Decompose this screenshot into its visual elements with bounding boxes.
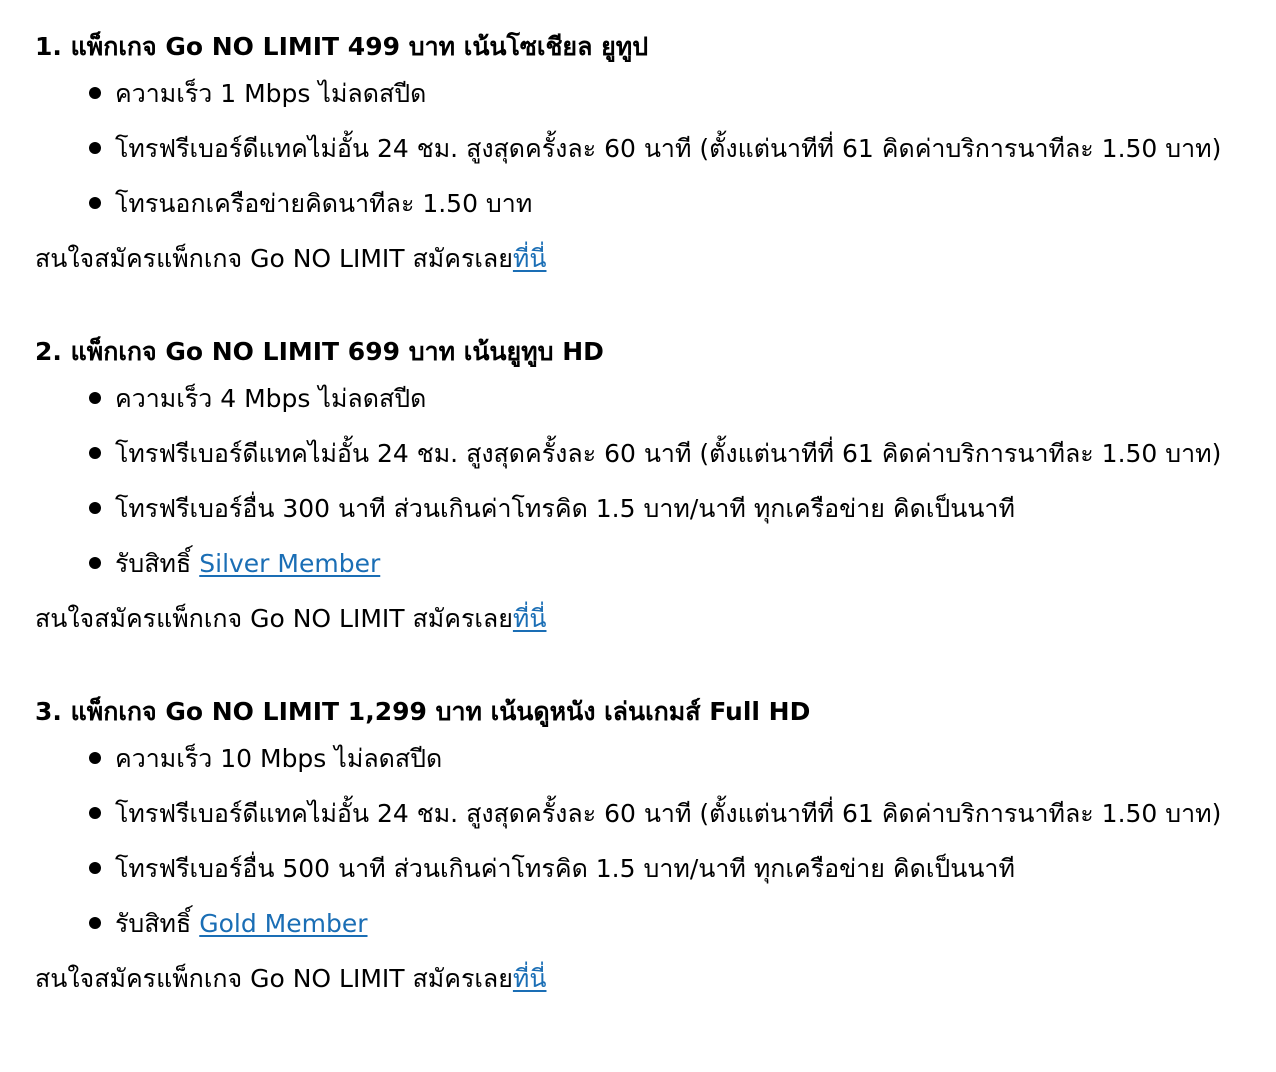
feature-list xyxy=(35,731,1276,951)
signup-line xyxy=(35,231,1276,286)
signup-text: สนใจสมัครแพ็กเกจ Go NO LIMIT สมัครเลย xyxy=(35,604,513,633)
member-prefix: รับสิทธิ์ xyxy=(115,909,200,938)
feature-item-speed: ความเร็ว 1 Mbps ไม่ลดสปีด xyxy=(35,66,1276,121)
package-heading: 1. แพ็กเกจ Go NO LIMIT 499 บาท เน้นโซเชียล ยูทูป xyxy=(35,32,649,61)
silver-member-link[interactable]: Silver Member xyxy=(199,549,381,578)
signup-line xyxy=(35,591,1276,646)
signup-link[interactable]: ที่นี่ xyxy=(512,604,547,633)
member-prefix: รับสิทธิ์ xyxy=(115,549,200,578)
feature-item-speed: ความเร็ว 4 Mbps ไม่ลดสปีด xyxy=(35,371,1276,426)
feature-item-member xyxy=(35,896,1276,951)
package-699 xyxy=(35,333,1276,646)
feature-item-other-calls: โทรฟรีเบอร์อื่น 300 นาที ส่วนเกินค่าโทรคิด 1.5 บาท/นาที ทุกเครือข่าย คิดเป็นนาที xyxy=(35,481,1276,536)
feature-item-offnet-calls: โทรนอกเครือข่ายคิดนาทีละ 1.50 บาท xyxy=(35,176,1276,231)
feature-list xyxy=(35,66,1276,231)
signup-line xyxy=(35,951,1276,1006)
feature-list xyxy=(35,371,1276,591)
feature-item-speed: ความเร็ว 10 Mbps ไม่ลดสปีด xyxy=(35,731,1276,786)
signup-text: สนใจสมัครแพ็กเกจ Go NO LIMIT สมัครเลย xyxy=(35,244,513,273)
signup-text: สนใจสมัครแพ็กเกจ Go NO LIMIT สมัครเลย xyxy=(35,964,513,993)
signup-link[interactable]: ที่นี่ xyxy=(512,964,547,993)
gold-member-link[interactable]: Gold Member xyxy=(199,909,368,938)
signup-link[interactable]: ที่นี่ xyxy=(512,244,547,273)
package-499 xyxy=(35,28,1276,286)
package-heading: 2. แพ็กเกจ Go NO LIMIT 699 บาท เน้นยูทูบ HD xyxy=(35,337,604,366)
feature-item-dtac-calls: โทรฟรีเบอร์ดีแทคไม่อั้น 24 ชม. สูงสุดครั้งละ 60 นาที (ตั้งแต่นาทีที่ 61 คิดค่าบริการนาทีละ 1.50 บาท) xyxy=(35,426,1276,481)
feature-item-other-calls: โทรฟรีเบอร์อื่น 500 นาที ส่วนเกินค่าโทรคิด 1.5 บาท/นาที ทุกเครือข่าย คิดเป็นนาที xyxy=(35,841,1276,896)
package-1299 xyxy=(35,693,1276,1006)
package-heading: 3. แพ็กเกจ Go NO LIMIT 1,299 บาท เน้นดูหนัง เล่นเกมส์ Full HD xyxy=(35,697,811,726)
feature-item-dtac-calls: โทรฟรีเบอร์ดีแทคไม่อั้น 24 ชม. สูงสุดครั้งละ 60 นาที (ตั้งแต่นาทีที่ 61 คิดค่าบริการนาทีละ 1.50 บาท) xyxy=(35,786,1276,841)
feature-item-member xyxy=(35,536,1276,591)
feature-item-dtac-calls: โทรฟรีเบอร์ดีแทคไม่อั้น 24 ชม. สูงสุดครั้งละ 60 นาที (ตั้งแต่นาทีที่ 61 คิดค่าบริการนาทีละ 1.50 บาท) xyxy=(35,121,1276,176)
